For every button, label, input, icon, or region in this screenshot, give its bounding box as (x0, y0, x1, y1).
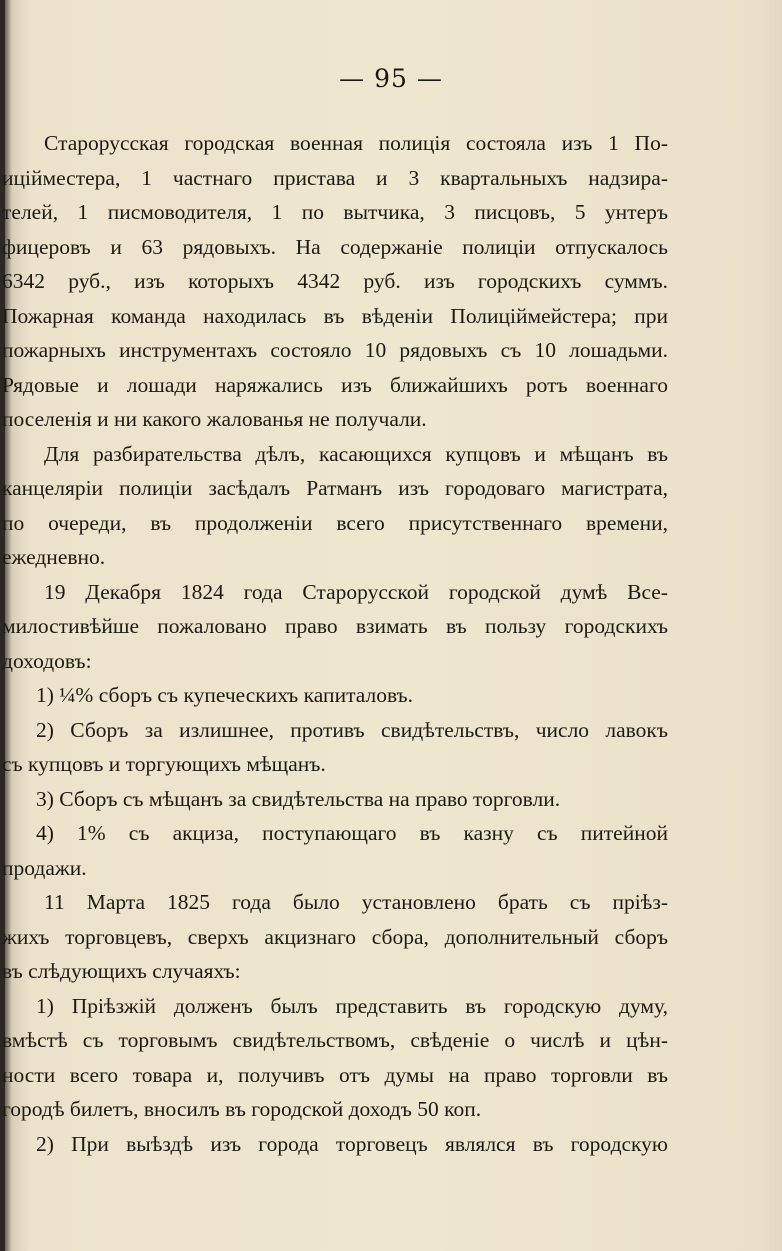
text-line: 19 Декабря 1824 года Старорусской городской думѣ Все- (44, 579, 668, 604)
text-line: доходовъ: (2, 648, 92, 673)
text-line: 11 Марта 1825 года было установлено брать съ пріѣз- (44, 890, 668, 914)
text-line: канцеляріи полиціи засѣдалъ Ратманъ изъ городоваго магистрата, (2, 476, 668, 500)
text-line: поселенія и ни какого жалованья не получали. (2, 407, 427, 431)
list-item: 1) Пріѣзжій долженъ былъ представить въ городскую думу, (36, 993, 668, 1018)
text-line: пожарныхъ инструментахъ состояло 10 рядовыхъ съ 10 лошадьми. (2, 338, 668, 362)
text-line: въ слѣдующихъ случаяхъ: (2, 959, 241, 983)
page-number: — 95 — (339, 64, 443, 93)
text-line: жихъ торговцевъ, сверхъ акцизнаго сбора, дополнительный сборъ (2, 924, 668, 949)
text-line: по очереди, въ продолженіи всего присутственнаго времени, (2, 510, 668, 535)
text-line: Пожарная команда находилась въ вѣденіи Полиціймейстера; при (2, 303, 668, 328)
list-item: 4) 1% съ акциза, поступающаго въ казну съ питейной (36, 821, 668, 845)
list-item: 3) Сборъ съ мѣщанъ за свидѣтельства на право торговли. (36, 786, 561, 811)
text-line: съ купцовъ и торгующихъ мѣщанъ. (2, 752, 326, 776)
text-line: ности всего товара и, получивъ отъ думы на право торговли въ (2, 1062, 668, 1087)
text-line: фицеровъ и 63 рядовыхъ. На содержаніе полиціи отпускалось (2, 234, 668, 259)
list-item: 1) ¼% сборъ съ купеческихъ капиталовъ. (36, 683, 414, 707)
text-line: иційместера, 1 частнаго пристава и 3 квартальныхъ надзира- (2, 165, 668, 190)
list-item: 2) Сборъ за излишнее, противъ свидѣтельствъ, число лавокъ (36, 717, 668, 742)
text-line: городѣ билетъ, вносилъ въ городской доходъ 50 коп. (2, 1097, 482, 1121)
text-line: вмѣстѣ съ торговымъ свидѣтельствомъ, свѣденіе о числѣ и цѣн- (2, 1028, 668, 1052)
text-line: продажи. (2, 855, 87, 880)
text-line: ежедневно. (2, 545, 106, 569)
text-line: Рядовые и лошади наряжались изъ ближайшихъ ротъ военнаго (2, 372, 668, 397)
text-line: милостивѣйше пожаловано право взимать въ пользу городскихъ (2, 614, 668, 638)
text-line: телей, 1 писмоводителя, 1 по вытчика, 3 писцовъ, 5 унтеръ (2, 200, 668, 224)
body-text (2, 126, 668, 1161)
list-item: 2) При выѣздѣ изъ города торговецъ являлся въ городскую (36, 1131, 668, 1156)
text-line: Старорусская городская военная полиція состояла изъ 1 По- (44, 131, 668, 155)
text-line: Для разбирательства дѣлъ, касающихся купцовъ и мѣщанъ въ (44, 441, 668, 466)
text-line: 6342 руб., изъ которыхъ 4342 руб. изъ городскихъ суммъ. (2, 269, 668, 293)
